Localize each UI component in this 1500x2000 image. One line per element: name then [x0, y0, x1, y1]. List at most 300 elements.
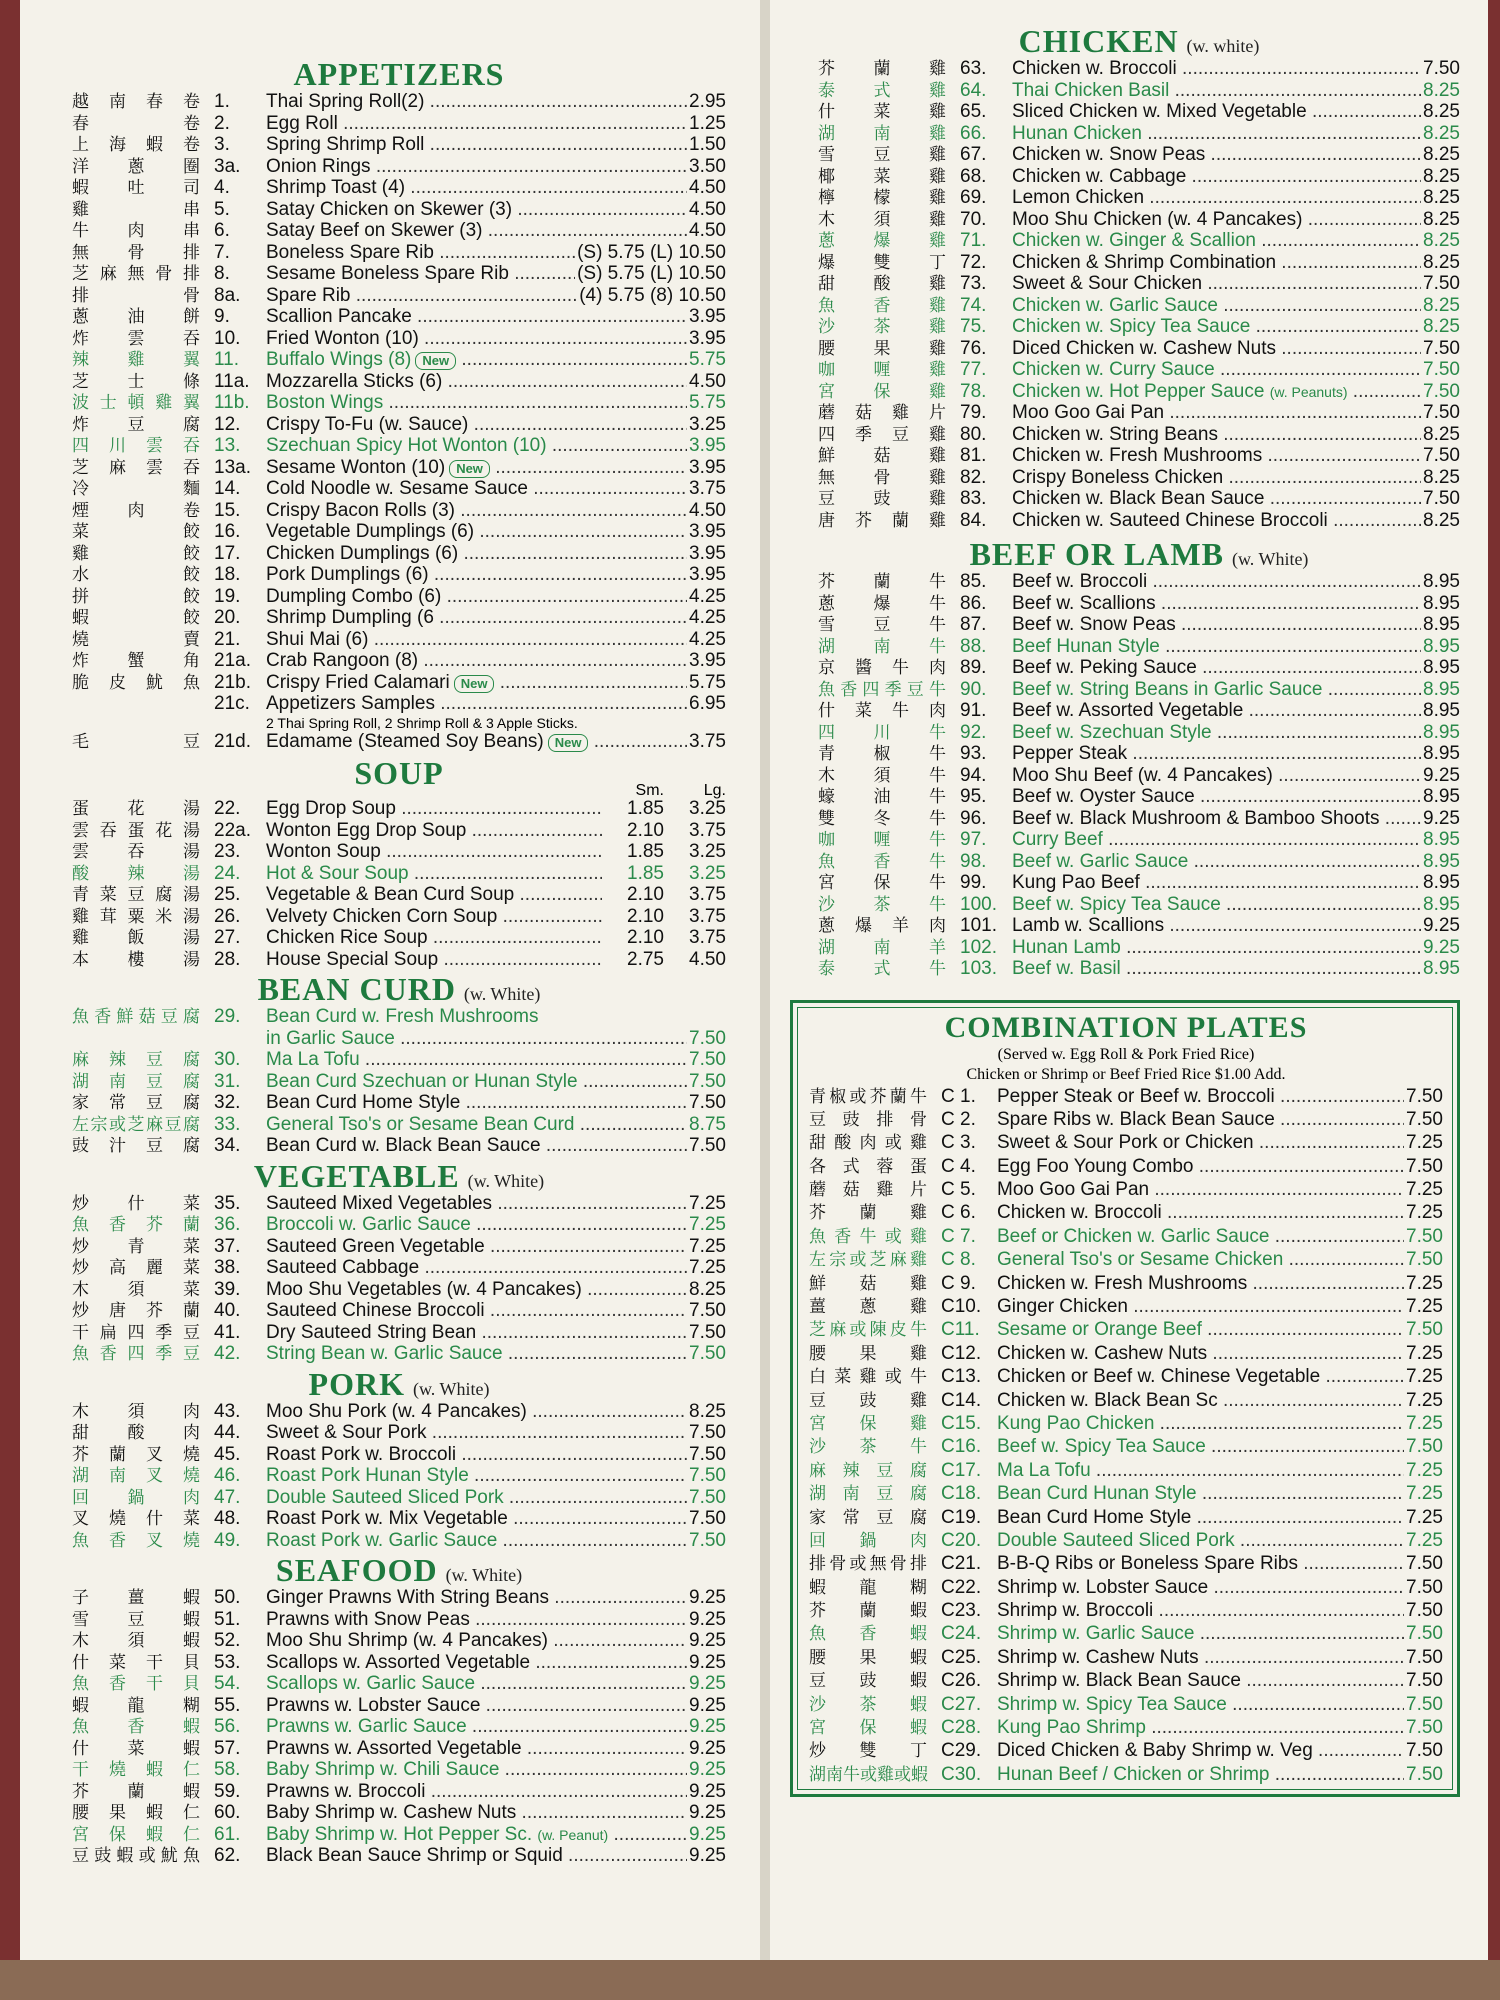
item-name [997, 1599, 1404, 1622]
menu-item-row [72, 1401, 726, 1423]
item-name-text: Ginger Chicken [997, 1296, 1128, 1318]
item-name-text: Sliced Chicken w. Mixed Vegetable [1012, 101, 1307, 122]
menu-item-row [72, 392, 726, 414]
item-price: 7.25 [689, 1257, 726, 1278]
chinese-name: 春卷 [72, 113, 200, 134]
item-number: 27. [214, 927, 241, 948]
item-price: 7.50 [1406, 1763, 1443, 1785]
chinese-name: 泰式牛 [818, 959, 946, 979]
item-name-text: Beef w. Broccoli [1012, 571, 1148, 592]
item-name [266, 629, 687, 651]
item-name-text: Hunan Lamb [1012, 936, 1121, 958]
menu-item-row [72, 263, 726, 285]
chinese-name: 爆雙丁 [818, 252, 946, 273]
item-name-text: Beef w. Garlic Sauce [1012, 850, 1189, 872]
item-price: 8.95 [1423, 893, 1460, 915]
item-number: 24. [214, 862, 241, 884]
item-name [997, 1342, 1404, 1365]
chinese-name: 豆豉蝦 [809, 1671, 927, 1692]
chinese-name: 蔥油餅 [72, 307, 200, 327]
chinese-name: 咖喱牛 [818, 830, 946, 850]
chinese-name: 炸蟹角 [72, 651, 200, 671]
item-number: 6. [214, 220, 230, 241]
item-name [997, 1225, 1404, 1248]
item-price: 8.25 [1423, 165, 1460, 187]
item-name-text: Double Sauteed Sliced Pork [266, 1486, 504, 1508]
menu-item-row [809, 1365, 1443, 1388]
item-number: 77. [960, 359, 987, 380]
item-number: 101. [960, 915, 997, 936]
item-name-text: Beef or Chicken w. Garlic Sauce [997, 1225, 1270, 1247]
menu-item-row [818, 937, 1460, 959]
item-name [266, 1716, 687, 1738]
item-price: 3.95 [689, 521, 726, 542]
item-number: 47. [214, 1486, 241, 1508]
item-price: 3.95 [689, 542, 726, 564]
chinese-name: 芝麻無骨排 [72, 264, 200, 284]
menu-item-row [72, 1006, 726, 1028]
item-name [1012, 829, 1421, 851]
item-name-text: Egg Drop Soup [266, 798, 396, 819]
item-name [1012, 101, 1421, 123]
item-number: 21. [214, 628, 241, 650]
item-name-text: Lamb w. Scallions [1012, 915, 1165, 936]
item-name-text: Sauteed Cabbage [266, 1257, 420, 1278]
appetizers-list [72, 91, 726, 752]
item-price: 8.75 [689, 1113, 726, 1135]
item-number: C30. [941, 1763, 982, 1785]
item-name [1012, 316, 1421, 338]
chinese-name: 芥蘭蝦 [809, 1601, 927, 1622]
menu-item-row [72, 242, 726, 264]
menu-item-row [818, 424, 1460, 446]
item-price: 7.50 [689, 1027, 726, 1049]
chinese-name: 木須牛 [818, 765, 946, 786]
menu-item-row [818, 166, 1460, 188]
item-number: 37. [214, 1235, 241, 1257]
item-name-text: Moo Shu Beef (w. 4 Pancakes) [1012, 764, 1273, 786]
item-number: 3. [214, 134, 230, 155]
large-price: 3.75 [689, 927, 726, 948]
item-name [266, 1802, 687, 1824]
combination-heading: COMBINATION PLATES [944, 1010, 1308, 1044]
item-price: 8.95 [1423, 958, 1460, 979]
item-price: 7.50 [1423, 359, 1460, 380]
item-name [266, 884, 602, 906]
chinese-name: 洋蔥圈 [72, 156, 200, 177]
item-price: 7.50 [1406, 1436, 1443, 1458]
chinese-name: 蛋花湯 [72, 799, 200, 819]
menu-item-row [809, 1459, 1443, 1482]
item-price: 9.25 [689, 1759, 726, 1780]
menu-item-row [72, 1343, 726, 1365]
item-name [1012, 571, 1421, 593]
item-name-text: Pork Dumplings (6) [266, 564, 429, 585]
chinese-name: 湖南牛或雞或蝦 [809, 1764, 928, 1785]
chinese-name: 青菜豆腐湯 [72, 885, 200, 905]
combination-list [809, 1085, 1443, 1787]
menu-item-row [818, 958, 1460, 980]
chinese-name: 辣雞翼 [72, 350, 200, 370]
item-number: C 6. [941, 1202, 976, 1224]
menu-item-row [809, 1622, 1443, 1645]
item-number: 78. [960, 380, 987, 402]
item-name [266, 1049, 687, 1071]
item-price: 7.25 [1406, 1296, 1443, 1318]
menu-item-row [809, 1085, 1443, 1108]
item-name [266, 414, 687, 436]
bean-curd-heading: BEAN CURD (w. White) [257, 971, 541, 1007]
menu-item-row [818, 80, 1460, 102]
item-name [266, 1630, 687, 1652]
item-name [997, 1318, 1404, 1341]
item-price: 7.25 [1406, 1132, 1443, 1154]
chinese-name: 木須雞 [818, 209, 946, 230]
menu-item-row [818, 187, 1460, 209]
item-number: 11. [214, 349, 240, 370]
item-price: 8.95 [1423, 743, 1460, 764]
menu-item-row [72, 586, 726, 608]
item-price: 3.95 [689, 435, 726, 456]
chinese-name: 干扁四季豆 [72, 1322, 200, 1343]
menu-item-row [818, 593, 1460, 615]
item-name-text: Black Bean Sauce Shrimp or Squid [266, 1845, 563, 1866]
chinese-name: 宮保蝦仁 [72, 1824, 200, 1845]
item-name-text: Spring Shrimp Roll [266, 134, 425, 155]
chinese-name: 蘑菇雞片 [809, 1180, 927, 1201]
item-number: 45. [214, 1443, 241, 1465]
item-name-text: Prawns w. Broccoli [266, 1780, 426, 1802]
menu-item-row [818, 230, 1460, 252]
item-number: 7. [214, 241, 230, 263]
chinese-name: 炸豆腐 [72, 414, 200, 435]
menu-item-row [818, 338, 1460, 360]
item-price: 3.75 [689, 478, 726, 499]
item-price: 2.95 [689, 91, 726, 112]
item-number: C 1. [941, 1085, 976, 1107]
item-price: (S) 5.75 (L) 10.50 [577, 241, 726, 263]
item-price: 9.25 [689, 1673, 726, 1694]
chinese-name: 叉燒什菜 [72, 1509, 200, 1529]
item-price: 6.95 [689, 693, 726, 714]
item-name-text: Crispy Fried Calamari [266, 671, 450, 693]
item-number: 100. [960, 893, 997, 915]
item-number: 58. [214, 1759, 241, 1780]
item-name [997, 1389, 1404, 1412]
item-price: 9.25 [1423, 936, 1460, 958]
item-price: 7.50 [689, 1070, 726, 1092]
item-name-text: Prawns with Snow Peas [266, 1608, 470, 1630]
chinese-name: 湖南雞 [818, 123, 946, 144]
beef-list [818, 571, 1460, 980]
item-name [266, 478, 687, 500]
chinese-name: 蝦龍糊 [72, 1695, 200, 1716]
item-name [266, 1257, 687, 1279]
item-name [1012, 187, 1421, 209]
item-number: 2. [214, 112, 230, 134]
item-name [266, 1465, 687, 1487]
chinese-name: 什菜蝦 [72, 1738, 200, 1759]
menu-item-row [72, 1214, 726, 1236]
item-number: 21b. [214, 671, 251, 693]
item-number: C28. [941, 1717, 982, 1739]
chinese-name: 椰菜雞 [818, 166, 946, 187]
item-name-text: Chicken or Beef w. Chinese Vegetable [997, 1366, 1321, 1388]
item-name-text: Sweet & Sour Pork or Chicken [997, 1132, 1254, 1154]
menu-item-row [72, 1135, 726, 1157]
item-price: 8.95 [1423, 657, 1460, 678]
item-name-text: Crispy Boneless Chicken [1012, 466, 1224, 488]
vegetable-heading: VEGETABLE (w. White) [253, 1157, 545, 1194]
item-name-text: Moo Shu Vegetables (w. 4 Pancakes) [266, 1278, 582, 1300]
item-name-text: Velvety Chicken Corn Soup [266, 905, 498, 927]
menu-item-row [72, 500, 726, 522]
item-price: 7.50 [1423, 445, 1460, 466]
item-name [266, 1508, 687, 1530]
item-name [266, 435, 687, 457]
menu-item-row [72, 1092, 726, 1114]
menu-item-row [818, 657, 1460, 679]
chinese-name: 蔥爆雞 [818, 231, 946, 251]
large-column-label: Lg. [703, 782, 726, 799]
chinese-name: 菜餃 [72, 522, 200, 542]
menu-item-row [72, 731, 726, 753]
chinese-name: 唐芥蘭雞 [818, 510, 946, 531]
item-name-text: Roast Pork w. Broccoli [266, 1443, 457, 1465]
chinese-name: 芝麻雲吞 [72, 457, 200, 478]
chinese-name: 魚香四季豆牛 [818, 679, 946, 700]
item-number: C20. [941, 1529, 982, 1551]
item-name [997, 1763, 1404, 1786]
item-number: 32. [214, 1092, 241, 1113]
item-name-text: Broccoli w. Garlic Sauce [266, 1214, 471, 1235]
chinese-name: 炒青菜 [72, 1236, 200, 1257]
item-name-text: Chicken w. Broccoli [997, 1202, 1162, 1224]
item-number: 20. [214, 607, 241, 628]
item-number: 65. [960, 101, 987, 122]
chinese-name: 湖南豆腐 [809, 1484, 927, 1505]
item-name-text: Hunan Chicken [1012, 122, 1142, 144]
item-name [266, 1322, 687, 1344]
item-price: 4.25 [689, 607, 726, 628]
item-name [266, 1609, 687, 1631]
item-name [266, 841, 602, 863]
item-price: 7.50 [1423, 488, 1460, 509]
item-price: 9.25 [689, 1694, 726, 1716]
item-number: 73. [960, 273, 987, 294]
item-price: 7.50 [1423, 58, 1460, 79]
item-number: 8a. [214, 284, 241, 306]
item-number: C11. [941, 1319, 980, 1341]
item-name [1012, 230, 1421, 252]
item-price: 7.50 [1406, 1646, 1443, 1668]
item-name-text: Beef w. Spicy Tea Sauce [1012, 893, 1221, 915]
item-number: 85. [960, 571, 987, 592]
item-name [997, 1365, 1404, 1388]
chinese-name: 芥蘭牛 [818, 572, 946, 592]
item-name [1012, 722, 1421, 744]
chinese-name: 左宗或芝麻豆腐 [72, 1114, 200, 1135]
item-number: 22. [214, 798, 241, 819]
menu-item-row [809, 1739, 1443, 1762]
item-name [266, 328, 687, 350]
item-name-text: Crispy Bacon Rolls (3) [266, 499, 455, 521]
chinese-name: 回鍋肉 [809, 1530, 927, 1551]
item-name [266, 650, 687, 672]
chinese-name: 檸檬雞 [818, 188, 946, 208]
item-name-text: Chicken w. Ginger & Scallion [1012, 230, 1256, 251]
item-name [1012, 359, 1421, 381]
item-name-text: Chicken w. Black Bean Sauce [1012, 488, 1265, 509]
item-price: 9.25 [1423, 764, 1460, 786]
item-price: 7.50 [689, 1049, 726, 1070]
chinese-name: 酸辣湯 [72, 863, 200, 884]
menu-item-row [72, 841, 726, 863]
item-name-text: String Bean w. Garlic Sauce [266, 1343, 503, 1364]
item-name [266, 1279, 687, 1301]
item-price: 5.75 [689, 671, 726, 693]
large-price: 3.75 [689, 819, 726, 841]
item-number: C13. [941, 1366, 982, 1388]
menu-item-row [809, 1646, 1443, 1669]
menu-item-row [818, 765, 1460, 787]
item-number: 84. [960, 509, 987, 531]
item-number: 11a. [214, 370, 250, 392]
item-price: 3.95 [689, 456, 726, 478]
item-name-text: Shrimp w. Lobster Sauce [997, 1576, 1209, 1598]
item-price: 4.50 [689, 220, 726, 241]
chinese-name: 家常豆腐 [809, 1507, 927, 1528]
item-name-text: Beef w. Szechuan Style [1012, 721, 1212, 743]
item-name [266, 1114, 687, 1136]
item-price: 7.50 [689, 1465, 726, 1486]
item-price: 7.50 [1406, 1740, 1443, 1762]
chinese-name: 什菜雞 [818, 102, 946, 122]
menu-item-row [818, 614, 1460, 636]
menu-item-row [809, 1295, 1443, 1318]
item-name [1012, 915, 1421, 937]
item-number: C 4. [941, 1155, 976, 1177]
menu-item-row [72, 672, 726, 694]
menu-item-row [72, 1487, 726, 1509]
menu-item-row [72, 457, 726, 479]
item-name-text: Baby Shrimp w. Cashew Nuts [266, 1802, 517, 1823]
item-number: C18. [941, 1483, 982, 1505]
item-name-text: Beef w. Scallions [1012, 592, 1156, 614]
menu-item-row [818, 510, 1460, 532]
item-name-text: Vegetable & Bean Curd Soup [266, 884, 515, 905]
item-price: 7.50 [1406, 1249, 1443, 1271]
item-name [266, 1824, 687, 1847]
item-name-text: Thai Spring Roll(2) [266, 91, 425, 112]
item-name-text: Roast Pork w. Mix Vegetable [266, 1508, 508, 1529]
item-name [266, 1845, 687, 1867]
item-number: 46. [214, 1465, 241, 1486]
item-name-text: Boneless Spare Rib [266, 241, 434, 263]
chinese-name: 雪豆蝦 [72, 1609, 200, 1630]
item-name [1012, 402, 1421, 424]
menu-item-row [809, 1506, 1443, 1529]
item-number: 21a. [214, 650, 251, 671]
item-name [1012, 872, 1421, 894]
item-name [266, 607, 687, 629]
item-name-text: Kung Pao Beef [1012, 872, 1140, 893]
item-number: 61. [214, 1823, 241, 1845]
menu-item-row [72, 543, 726, 565]
menu-item-row [818, 786, 1460, 808]
chinese-name: 宮保牛 [818, 873, 946, 893]
small-column-label: Sm. [635, 782, 664, 799]
item-name [266, 457, 687, 479]
menu-item-row [72, 820, 726, 842]
item-price: 9.25 [689, 1608, 726, 1630]
menu-item-row [818, 488, 1460, 510]
chinese-name: 炒雙丁 [809, 1741, 927, 1762]
item-number: 87. [960, 614, 987, 635]
menu-item-row [809, 1248, 1443, 1271]
item-name-text: Bean Curd Hunan Style [997, 1483, 1197, 1505]
item-name-text: Cold Noodle w. Sesame Sauce [266, 478, 528, 499]
item-name [1012, 252, 1421, 274]
item-number: 88. [960, 635, 987, 657]
item-price: 7.50 [1406, 1108, 1443, 1130]
item-name [997, 1155, 1404, 1178]
chinese-name: 蔥爆羊肉 [818, 916, 946, 936]
menu-item-row [72, 1279, 726, 1301]
item-number: 91. [960, 700, 987, 721]
menu-item-row [72, 1652, 726, 1674]
item-price: 7.25 [1406, 1483, 1443, 1505]
item-price: 7.25 [1406, 1272, 1443, 1294]
menu-item-row [809, 1599, 1443, 1622]
item-name [266, 177, 687, 199]
menu-item-row [72, 328, 726, 350]
item-name [997, 1552, 1404, 1575]
item-price: 8.95 [1423, 614, 1460, 635]
item-name-text: Sauteed Chinese Broccoli [266, 1300, 485, 1321]
item-price: 1.25 [689, 112, 726, 134]
menu-item-row [809, 1318, 1443, 1341]
item-name-text: Boston Wings [266, 392, 384, 413]
menu-item-row [72, 1630, 726, 1652]
item-name [1012, 166, 1421, 188]
menu-item-row [72, 1257, 726, 1279]
chinese-name: 芥蘭叉燒 [72, 1444, 200, 1465]
chinese-name: 宮保蝦 [809, 1718, 927, 1739]
item-price: 8.25 [1423, 294, 1460, 316]
chinese-name: 沙茶牛 [818, 894, 946, 915]
item-name [1012, 786, 1421, 808]
item-name-text: Chicken w. Spicy Tea Sauce [1012, 316, 1251, 337]
item-name [266, 199, 687, 221]
item-name [997, 1435, 1404, 1458]
item-name-text: Mozzarella Sticks (6) [266, 370, 443, 392]
menu-item-row [809, 1576, 1443, 1599]
menu-item-row [818, 359, 1460, 381]
item-number: 50. [214, 1587, 241, 1608]
chinese-name: 沙茶雞 [818, 317, 946, 337]
menu-item-row [72, 306, 726, 328]
item-name-text: General Tso's or Sesame Bean Curd [266, 1113, 575, 1135]
menu-item-row [818, 273, 1460, 295]
chinese-name: 木須肉 [72, 1401, 200, 1422]
item-price: 7.25 [1406, 1202, 1443, 1224]
item-number: 54. [214, 1673, 241, 1694]
item-price: 9.25 [689, 1737, 726, 1759]
chinese-name: 炸雲吞 [72, 328, 200, 349]
item-price: 8.25 [1423, 230, 1460, 251]
item-number: 99. [960, 872, 987, 893]
